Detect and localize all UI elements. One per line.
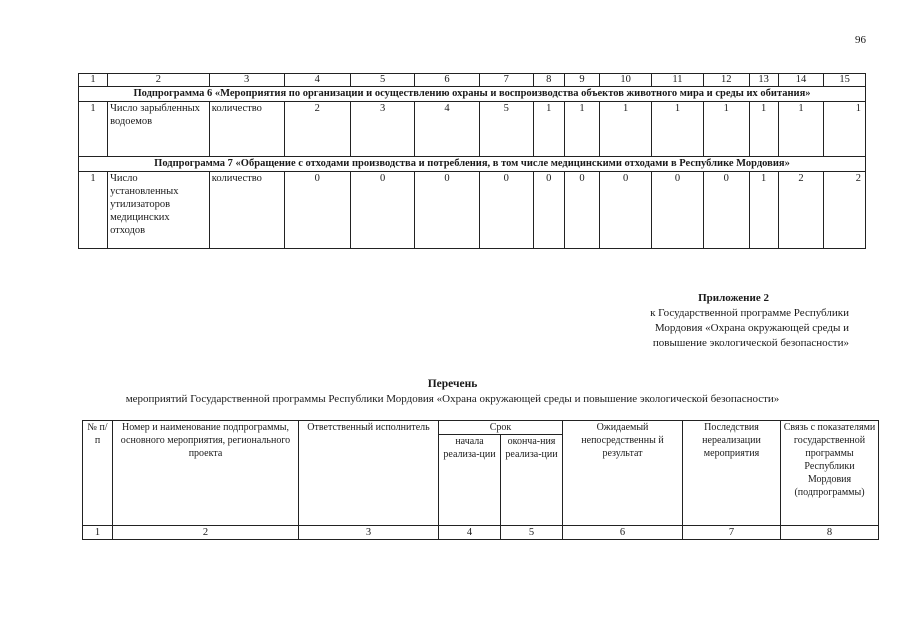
col-number: 7: [479, 74, 533, 87]
col-number: 10: [600, 74, 652, 87]
value-cell: 1: [749, 102, 778, 157]
table-row: [79, 102, 866, 157]
value-cell: 3: [350, 102, 414, 157]
col-number: 2: [108, 74, 210, 87]
col-number: 5: [350, 74, 414, 87]
value-cell: 0: [350, 172, 414, 249]
indicator-unit: количество: [209, 102, 284, 157]
appendix-title: Приложение 2: [698, 292, 769, 304]
subprogram-6-title: Подпрограмма 6 «Мероприятия по организации и осуществлению охраны и воспроизводства объектов животного мира и среды их обитания»: [79, 87, 866, 102]
value-cell: 1: [533, 102, 564, 157]
header-executor: Ответственный исполнитель: [299, 421, 439, 526]
appendix-block: [650, 291, 849, 351]
index-cell: 5: [501, 526, 563, 540]
header-num: № п/п: [83, 421, 113, 526]
col-number: 4: [284, 74, 350, 87]
index-row: [83, 526, 879, 540]
row-number: 1: [79, 102, 108, 157]
column-number-row: [79, 74, 866, 87]
page-number: 96: [855, 34, 866, 46]
col-number: 11: [652, 74, 704, 87]
col-number: 9: [564, 74, 599, 87]
header-consequences: Последствия нереализации мероприятия: [683, 421, 781, 526]
row-number: 1: [79, 172, 108, 249]
col-number: 15: [824, 74, 866, 87]
indicator-name: Число установленных утилизаторов медицинских отходов: [108, 172, 210, 249]
value-cell: 1: [600, 102, 652, 157]
value-cell: 0: [600, 172, 652, 249]
value-cell: 1: [749, 172, 778, 249]
index-cell: 4: [439, 526, 501, 540]
appendix-line: повышение экологической безопасности»: [652, 337, 849, 349]
value-cell: 0: [564, 172, 599, 249]
value-cell: 1: [564, 102, 599, 157]
indicators-table: [78, 73, 866, 249]
index-cell: 2: [113, 526, 299, 540]
header-start: начала реализа-ции: [439, 435, 501, 526]
index-cell: 3: [299, 526, 439, 540]
col-number: 12: [703, 74, 749, 87]
value-cell: 2: [824, 172, 866, 249]
appendix-line: к Государственной программе Республики: [650, 307, 849, 319]
appendix-line: Мордовия «Охрана окружающей среды и: [654, 322, 849, 334]
value-cell: 0: [703, 172, 749, 249]
header-end: оконча-ния реализа-ции: [501, 435, 563, 526]
col-number: 6: [415, 74, 479, 87]
value-cell: 5: [479, 102, 533, 157]
value-cell: 4: [415, 102, 479, 157]
subprogram-7-title: Подпрограмма 7 «Обращение с отходами производства и потребления, в том числе медицинскими отходами в Республике Мордовия»: [79, 157, 866, 172]
col-number: 3: [209, 74, 284, 87]
list-subtitle: мероприятий Государственной программы Республики Мордовия «Охрана окружающей среды и повышение экологической безопасности»: [125, 393, 780, 405]
col-number: 14: [778, 74, 824, 87]
header-term: Срок: [439, 421, 563, 435]
table-row: [79, 172, 866, 249]
value-cell: 1: [778, 102, 824, 157]
value-cell: 1: [824, 102, 866, 157]
header-row: [83, 421, 879, 435]
list-title: Перечень: [427, 378, 478, 390]
value-cell: 1: [652, 102, 704, 157]
value-cell: 0: [284, 172, 350, 249]
measures-table: [82, 420, 879, 540]
value-cell: 0: [533, 172, 564, 249]
header-expected: Ожидаемый непосредственны й результат: [563, 421, 683, 526]
value-cell: 0: [479, 172, 533, 249]
index-cell: 6: [563, 526, 683, 540]
col-number: 1: [79, 74, 108, 87]
index-cell: 1: [83, 526, 113, 540]
indicator-unit: количество: [209, 172, 284, 249]
subprogram-7-row: [79, 157, 866, 172]
col-number: 8: [533, 74, 564, 87]
header-name: Номер и наименование подпрограммы, основного мероприятия, регионального проекта: [113, 421, 299, 526]
index-cell: 8: [781, 526, 879, 540]
value-cell: 2: [284, 102, 350, 157]
value-cell: 2: [778, 172, 824, 249]
value-cell: 1: [703, 102, 749, 157]
value-cell: 0: [415, 172, 479, 249]
subprogram-6-row: [79, 87, 866, 102]
value-cell: 0: [652, 172, 704, 249]
col-number: 13: [749, 74, 778, 87]
indicator-name: Число зарыбленных водоемов: [108, 102, 210, 157]
header-link: Связь с показателями государственной программы Республики Мордовия (подпрограммы): [781, 421, 879, 526]
index-cell: 7: [683, 526, 781, 540]
